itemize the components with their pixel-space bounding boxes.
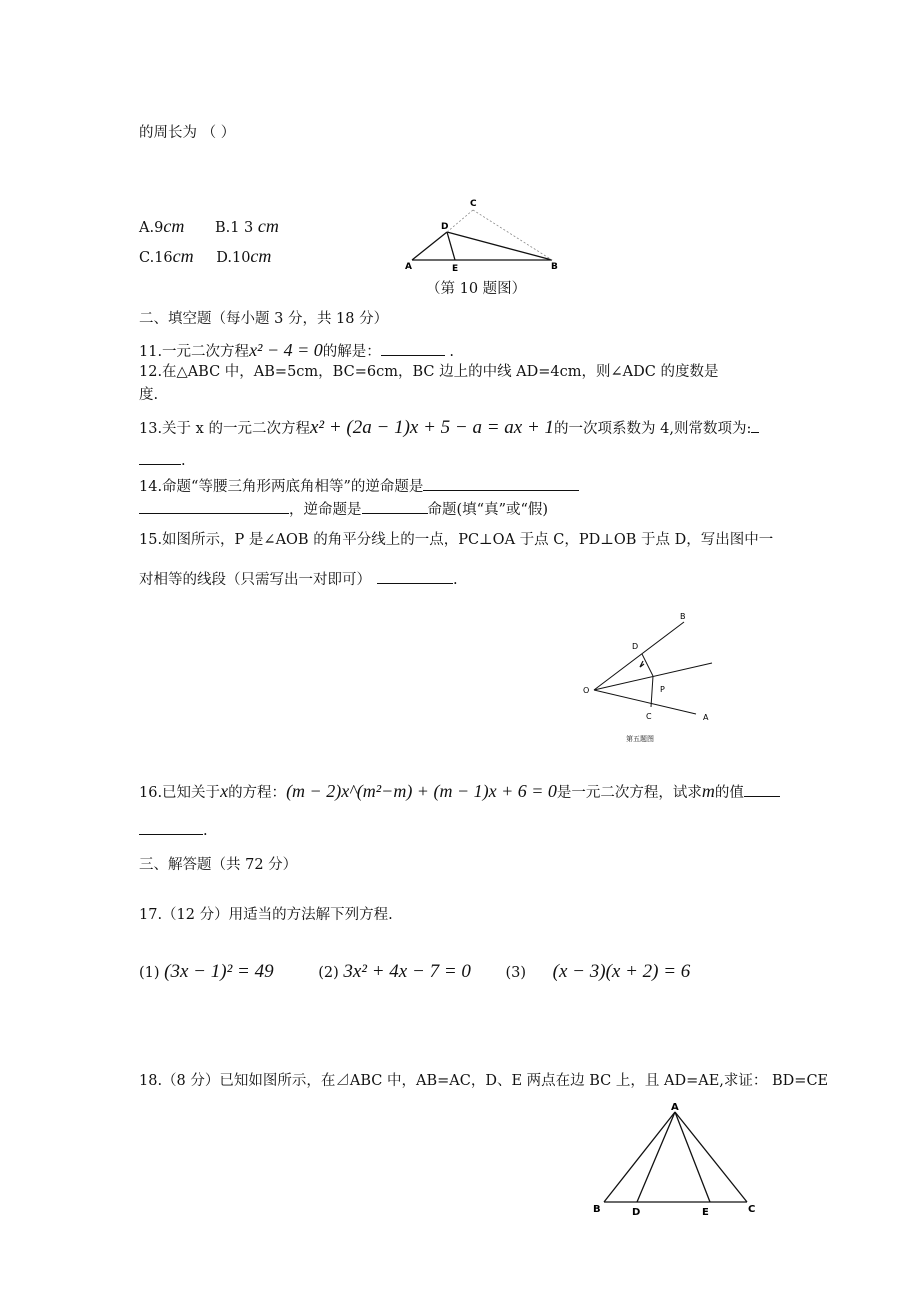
point-p-label: P	[660, 685, 665, 694]
segment-ad	[412, 232, 447, 260]
point-c-label: C	[748, 1204, 756, 1215]
segment-ae	[675, 1112, 710, 1202]
right-angle-mark	[640, 661, 644, 667]
q16-equation: (m − 2)x^(m²−m) + (m − 1)x + 6 = 0	[286, 781, 557, 801]
section-3-heading: 三、解答题（共 72 分）	[139, 857, 298, 873]
question-15-line-2: 对相等的线段（只需写出一对即可） .	[139, 567, 458, 590]
point-a-label: A	[405, 262, 412, 272]
q10-option-b[interactable]: B.1 3 cm	[214, 216, 279, 236]
q17-part-2: (2) 3x² + 4x − 7 = 0	[318, 961, 471, 982]
ray-oa	[594, 690, 696, 714]
q11-answer-blank[interactable]	[381, 339, 445, 356]
point-a-label: A	[703, 713, 709, 722]
q16-answer-blank[interactable]	[139, 818, 203, 835]
q14-converse-blank-2[interactable]	[139, 497, 289, 514]
question-13-answer-line: .	[139, 448, 186, 471]
q15-answer-blank[interactable]	[377, 567, 453, 584]
point-b-label: B	[680, 612, 686, 621]
q13-equation: x² + (2a − 1)x + 5 − a = ax + 1	[309, 417, 555, 438]
q15-figure-caption: 第五题图	[626, 735, 654, 743]
segment-ad	[637, 1112, 675, 1202]
q10-option-c[interactable]: C.16cm	[139, 246, 194, 266]
point-b-label: B	[551, 262, 558, 272]
point-o-label: O	[583, 686, 590, 695]
point-b-label: B	[593, 1204, 601, 1215]
segment-dc-fold	[447, 210, 473, 232]
question-11: 11.一元二次方程x² − 4 = 0的解是： .	[139, 340, 454, 360]
question-12-line-1: 12.在△ABC 中，AB=5cm，BC=6cm，BC 边上的中线 AD=4cm，则∠ADC 的度数是	[139, 364, 719, 380]
q10-stem-tail: 的周长为 （ ）	[139, 125, 236, 141]
point-d-label: D	[441, 222, 449, 232]
point-d-label: D	[632, 1207, 641, 1218]
segment-ac	[675, 1112, 747, 1202]
q14-converse-blank-1[interactable]	[423, 474, 579, 491]
question-15-line-1: 15.如图所示，P 是∠AOB 的角平分线上的一点，PC⊥OA 于点 C，PD⊥OB 于点 D，写出图中一	[139, 532, 774, 548]
question-13: 13.关于 x 的一元二次方程x² + (2a − 1)x + 5 − a = ax + 1的一次项系数为 4,则常数项为:	[139, 416, 759, 439]
q17-part-1: (1) (3x − 1)² = 49	[139, 961, 274, 982]
segment-de	[447, 232, 455, 260]
segment-db	[447, 232, 552, 260]
q10-options-row-1	[139, 216, 279, 238]
question-18-stem: 18.（8 分）已知如图所示，在⊿ABC 中，AB=AC，D、E 两点在边 BC 上，且 AD=AE,求证： BD=CE	[139, 1073, 829, 1089]
point-e-label: E	[702, 1207, 709, 1218]
point-a-label: A	[671, 1102, 679, 1113]
question-16: 16.已知关于x的方程：(m − 2)x^(m²−m) + (m − 1)x + 6 = 0是一元二次方程，试求m的值	[139, 780, 780, 803]
question-17-parts	[139, 962, 690, 983]
point-e-label: E	[452, 264, 459, 274]
question-12-line-2: 度.	[139, 387, 159, 403]
q13-answer-blank[interactable]	[139, 448, 181, 465]
q10-option-a[interactable]: A.9cm	[139, 216, 185, 236]
section-2-heading: 二、填空题（每小题 3 分，共 18 分）	[139, 311, 389, 327]
q10-figure-caption: （第 10 题图）	[426, 281, 527, 297]
question-14-line-2: ，逆命题是 命题(填“真”或“假)	[139, 497, 548, 520]
q18-isosceles-triangle-figure	[588, 1098, 762, 1222]
q11-equation: x² − 4 = 0	[249, 340, 323, 360]
question-16-answer-line: .	[139, 818, 208, 841]
question-17-stem: 17.（12 分）用适当的方法解下列方程.	[139, 907, 393, 923]
segment-cb-fold	[473, 210, 552, 260]
point-d-label: D	[632, 642, 639, 651]
q17-part-3: (3) (x − 3)(x + 2) = 6	[505, 961, 691, 982]
q10-option-d[interactable]: D.10cm	[216, 246, 272, 266]
segment-pc	[651, 676, 653, 707]
point-c-label: C	[470, 199, 477, 209]
q10-triangle-figure	[400, 196, 570, 276]
segment-ab	[604, 1112, 675, 1202]
q14-truth-blank[interactable]	[362, 497, 428, 514]
q10-options-row-2	[139, 246, 271, 268]
question-14-line-1: 14.命题“等腰三角形两底角相等”的逆命题是	[139, 474, 579, 497]
point-c-label: C	[646, 712, 652, 721]
